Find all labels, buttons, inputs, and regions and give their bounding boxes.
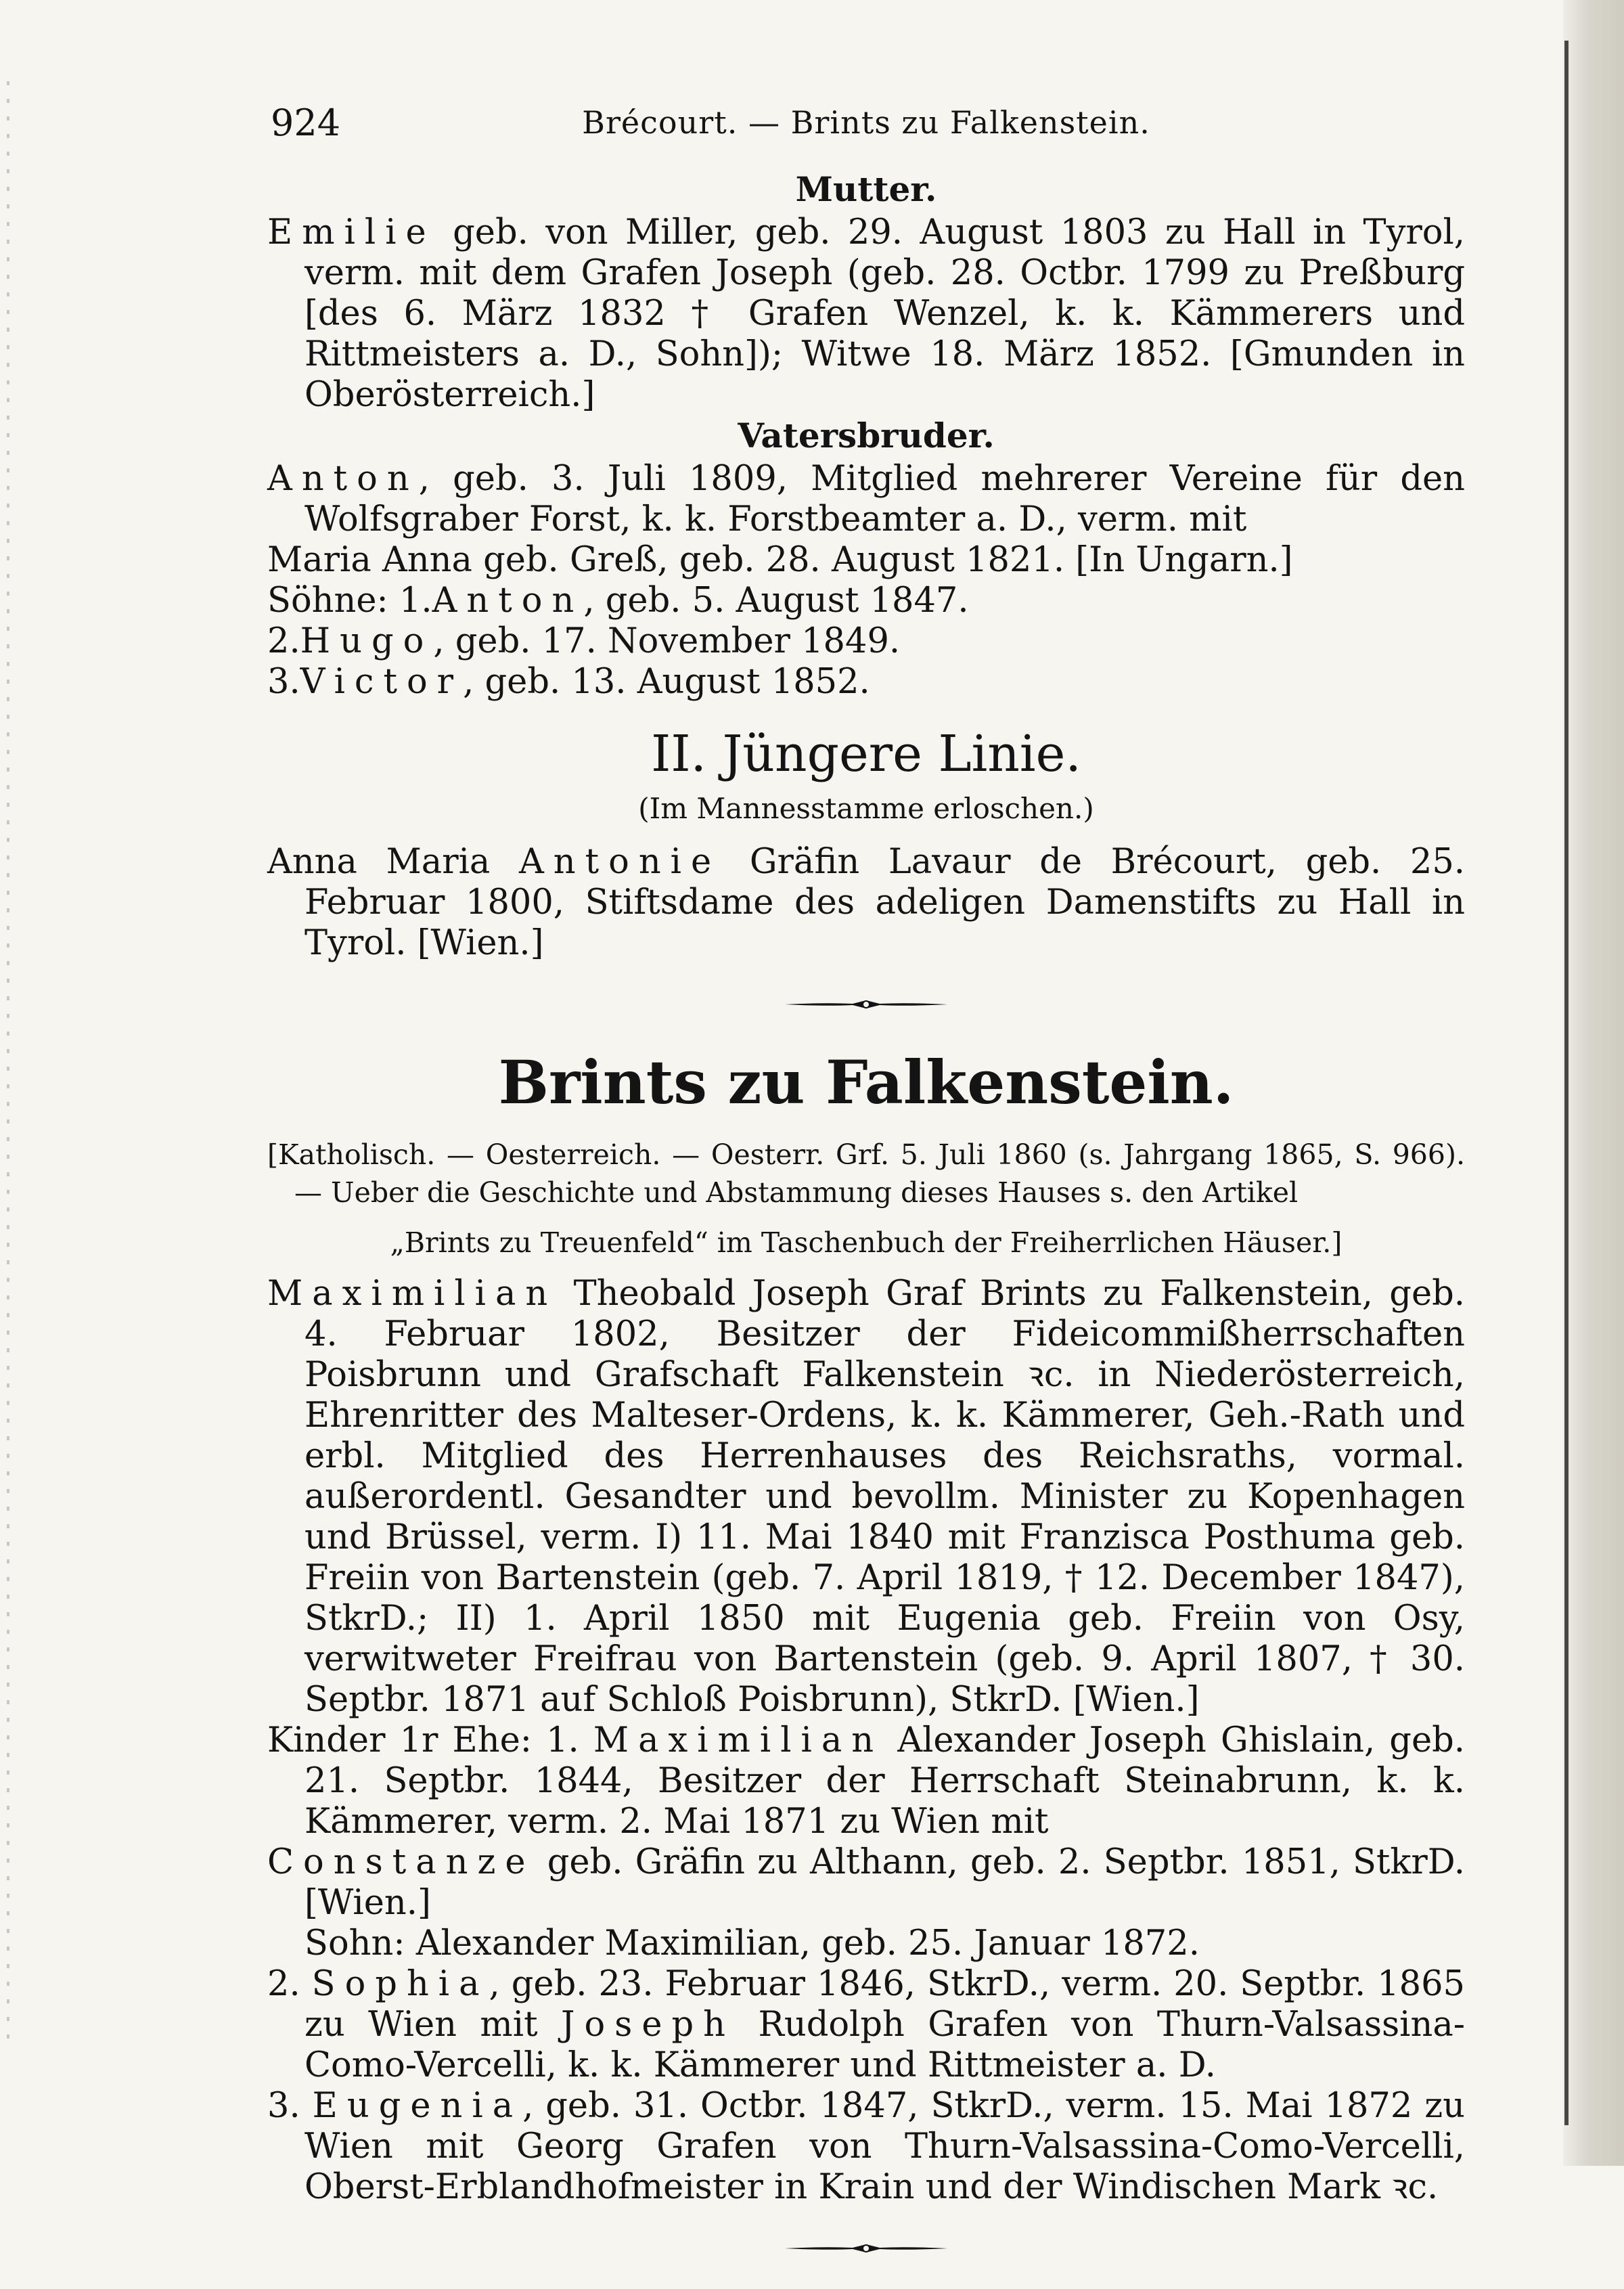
son1-text: , geb. 5. August 1847.	[583, 581, 969, 621]
eugenia-name: Eugenia	[312, 2086, 523, 2126]
eugenia-text: , geb. 31. Octbr. 1847, StkrD., verm. 15. Mai 1872 zu Wien mit Georg Grafen von Thurn-Valsassina-Como-Vercelli, Oberst-Erblandhofmeister in Krain und der Windischen Mark ꝛc.	[304, 2086, 1465, 2207]
anna-text: Gräfin Lavaur de Brécourt, geb. 25. Februar 1800, Stiftsdame des adeligen Damenstifts zu Hall in Tyrol. [Wien.]	[304, 842, 1466, 963]
kinder-entry	[267, 1720, 1465, 1842]
mutter-entry	[267, 213, 1465, 416]
anton-text: , geb. 3. Juli 1809, Mitglied mehrerer Vereine für den Wolfsgraber Forst, k. k. Forstbeamter a. D., verm. mit	[304, 459, 1465, 539]
family-note: [Katholisch. — Oesterreich. — Oesterr. Grf. 5. Juli 1860 (s. Jahrgang 1865, S. 966). — Ueber die Geschichte und Abstammung dieses Hauses s. den Artikel	[267, 1138, 1465, 1209]
son2-entry	[267, 621, 1465, 662]
mutter-text: geb. von Miller, geb. 29. August 1803 zu Hall in Tyrol, verm. mit dem Grafen Joseph (geb. 28. Octbr. 1799 zu Preßburg [des 6. März 1832 † Grafen Wenzel, k. k. Kämmerers und Rittmeisters a. D., Sohn]); Witwe 18. März 1852. [Gmunden in Oberösterreich.]	[304, 213, 1465, 415]
son1-name: Anton	[432, 581, 584, 621]
constanze-text: geb. Gräfin zu Althann, geb. 2. Septbr. 1851, StkrD. [Wien.]	[304, 1842, 1465, 1923]
ornament-divider-bottom	[267, 2228, 1465, 2269]
constanze-name: Constanze	[267, 1842, 535, 1882]
ornament-divider-bottom-icon	[785, 2240, 947, 2257]
son1-entry	[267, 581, 1465, 621]
soehne-prefix: Söhne: 1.	[267, 581, 432, 621]
anna-prefix: Anna Maria	[267, 842, 519, 882]
eugenia-prefix: 3.	[267, 2086, 313, 2126]
sophia-entry	[267, 1964, 1465, 2086]
son3-prefix: 3.	[267, 662, 300, 702]
son2-text: , geb. 17. November 1849.	[433, 621, 901, 661]
sophia-name: Sophia	[311, 1964, 489, 2004]
family-title: Brints zu Falkenstein.	[498, 1047, 1234, 1117]
anton-entry	[267, 459, 1465, 540]
kinder-name: Maximilian	[593, 1720, 884, 1760]
son3-text: , geb. 13. August 1852.	[463, 662, 870, 702]
section-subheading: (Im Mannesstamme erloschen.)	[638, 792, 1094, 825]
page-header	[271, 102, 1462, 149]
son2-name: Hugo	[300, 621, 434, 661]
binding-edge	[7, 81, 9, 2044]
eugenia-entry	[267, 2086, 1465, 2208]
anton-name: Anton	[267, 459, 419, 499]
vatersbruder-heading: Vatersbruder.	[738, 416, 995, 455]
sophia-joseph: Joseph	[561, 2005, 736, 2045]
son3-name: Victor	[300, 662, 464, 702]
sohn-entry: Sohn: Alexander Maximilian, geb. 25. Januar 1872.	[304, 1924, 1200, 1963]
kinder-prefix: Kinder 1r Ehe: 1.	[267, 1720, 593, 1760]
page-content	[267, 169, 1465, 2289]
maximilian-text: Theobald Joseph Graf Brints zu Falkenstein, geb. 4. Februar 1802, Besitzer der Fideicommißherrschaften Poisbrunn und Grafschaft Falkenstein ꝛc. in Niederösterreich, Ehrenritter des Malteser-Ordens, k. k. Kämmerer, Geh.-Rath und erbl. Mitglied des Herrenhauses des Reichsraths, vormal. außerordentl. Gesandter und bevollm. Minister zu Kopenhagen und Brüssel, verm. I) 11. Mai 1840 mit Franzisca Posthuma geb. Freiin von Bartenstein (geb. 7. April 1819, † 12. December 1847), StkrD.; II) 1. April 1850 mit Eugenia geb. Freiin von Osy, verwitweter Freifrau von Bartenstein (geb. 9. April 1807, † 30. Septbr. 1871 auf Schloß Poisbrunn), StkrD. [Wien.]	[304, 1274, 1465, 1720]
sophia-prefix: 2.	[267, 1964, 312, 2004]
mutter-name: Emilie	[267, 213, 436, 252]
constanze-entry	[267, 1842, 1465, 1924]
family-note-cont: „Brints zu Treuenfeld“ im Taschenbuch der Freiherrlichen Häuser.]	[390, 1226, 1343, 1259]
son2-prefix: 2.	[267, 621, 300, 661]
ornament-divider-icon	[785, 996, 947, 1013]
anna-name: Antonie	[518, 842, 721, 882]
kinder-text: Alexander Joseph Ghislain, geb. 21. Septbr. 1844, Besitzer der Herrschaft Steinabrunn, k. k. Kämmerer, verm. 2. Mai 1871 zu Wien mit	[304, 1720, 1465, 1842]
anna-entry	[267, 842, 1465, 964]
adjacent-page-rule	[1564, 41, 1569, 2125]
son3-entry	[267, 662, 1465, 703]
maximilian-name: Maximilian	[267, 1274, 558, 1314]
maria-entry: Maria Anna geb. Greß, geb. 28. August 1821. [In Ungarn.]	[267, 540, 1293, 580]
ornament-divider	[267, 984, 1465, 1025]
page-number: 924	[271, 102, 341, 144]
sophia-text2: Rudolph Grafen von Thurn-Valsassina-Como-Vercelli, k. k. Kämmerer und Rittmeister a. D.	[304, 2005, 1465, 2085]
mutter-heading: Mutter.	[795, 169, 937, 209]
section-heading-juengere-linie: II. Jüngere Linie.	[651, 725, 1081, 783]
sophia-text: , geb. 23. Februar 1846, StkrD., verm. 20. Septbr. 1865 zu Wien mit	[304, 1964, 1465, 2045]
running-title: Brécourt. — Brints zu Falkenstein.	[582, 104, 1150, 141]
maximilian-entry	[267, 1274, 1465, 1720]
adjacent-page-edge	[1563, 0, 1624, 2166]
